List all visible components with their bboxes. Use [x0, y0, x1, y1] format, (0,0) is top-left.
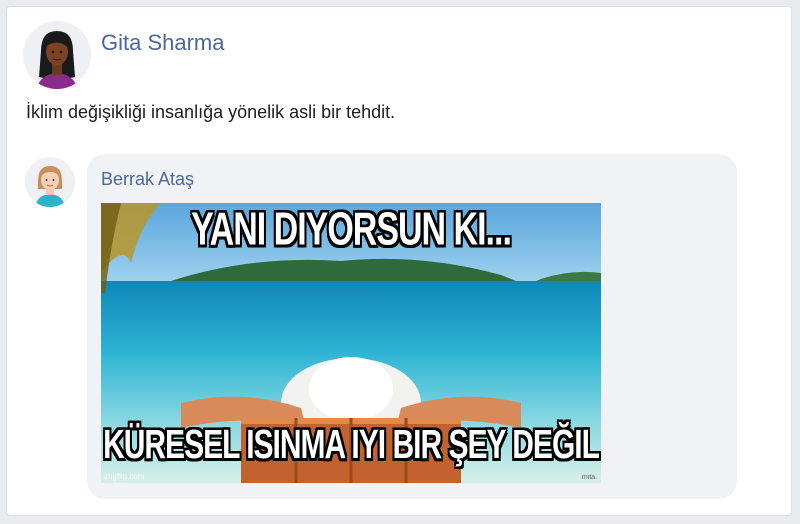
post-text: İklim değişikliği insanlığa yönelik asli bir tehdit. [26, 102, 396, 122]
meme-bottom-caption: KÜRESEL ISINMA IYI BIR ŞEY DEĞIL [103, 423, 599, 468]
woman-avatar-icon [23, 21, 91, 89]
meme-watermark: imgflip.com [104, 472, 145, 481]
meme-top-caption: YANI DIYORSUN KI... [191, 204, 511, 256]
meme-image[interactable] [101, 203, 601, 483]
post-author-name[interactable]: Gita Sharma [101, 30, 225, 55]
post-card [6, 6, 792, 516]
comment-author-name[interactable]: Berrak Ataş [101, 169, 195, 189]
commenter-avatar[interactable] [25, 157, 75, 207]
author-avatar[interactable] [23, 21, 91, 89]
meme-corner-mark: mita. [581, 474, 597, 481]
woman-avatar-icon [25, 157, 75, 207]
comment-bubble [87, 154, 737, 499]
